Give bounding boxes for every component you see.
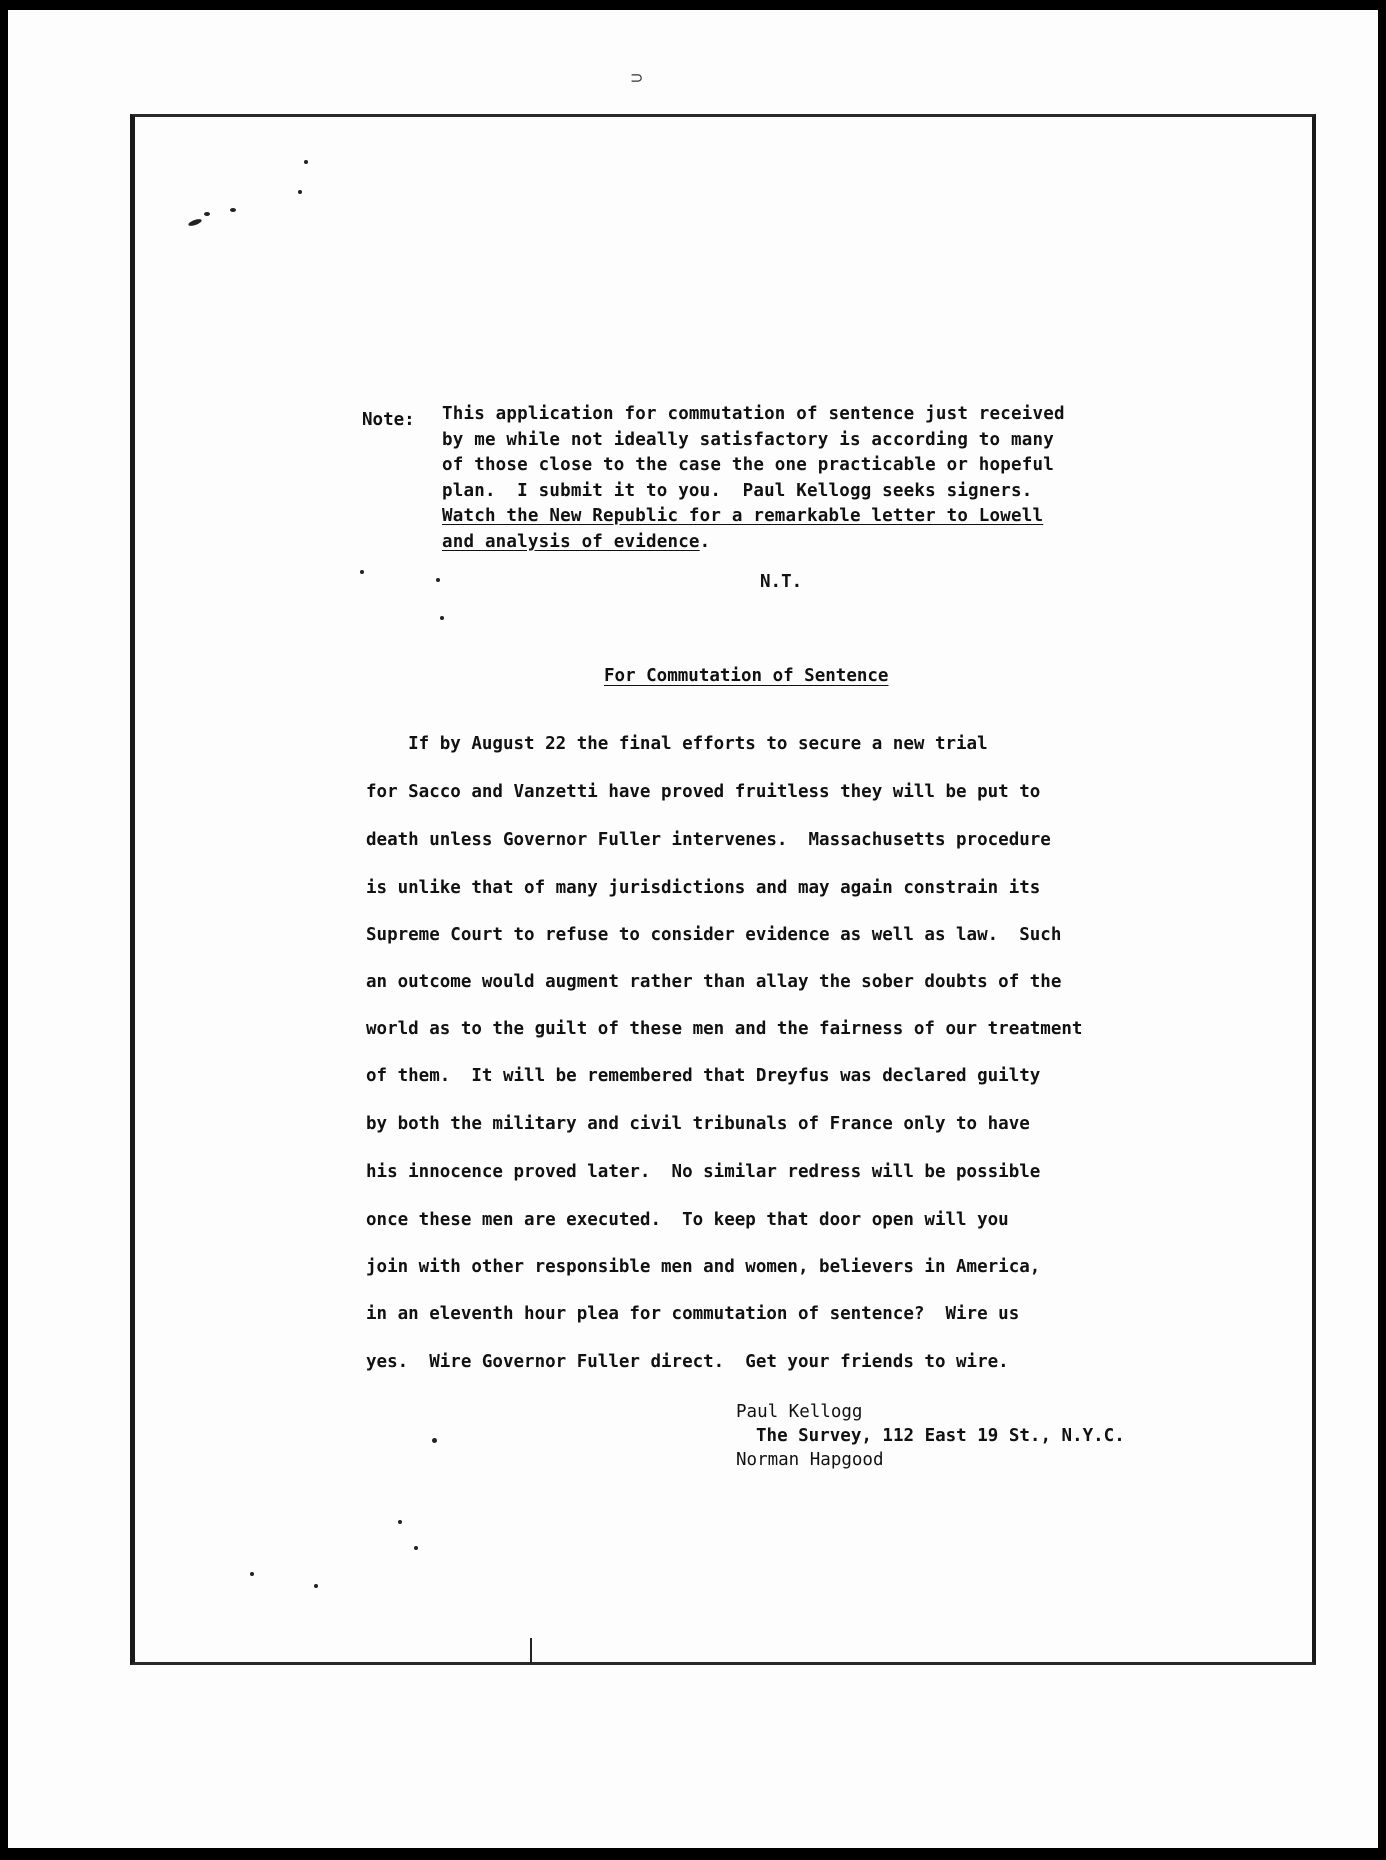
signature-name: Paul Kellogg (736, 1402, 863, 1422)
ink-speck (436, 578, 440, 582)
body-line: death unless Governor Fuller intervenes. Massachusetts procedure (366, 830, 1051, 850)
note-underlined-line: Watch the New Republic for a remarkable letter to Lowell (442, 506, 1044, 526)
page-tick-mark (530, 1638, 532, 1664)
note-label: Note: (362, 410, 415, 430)
body-line: world as to the guilt of these men and the fairness of our treatment (366, 1019, 1083, 1039)
ink-speck (314, 1584, 318, 1588)
ink-speck (414, 1546, 418, 1550)
body-line: join with other responsible men and women, believers in America, (366, 1257, 1041, 1277)
page-title: For Commutation of Sentence (604, 666, 889, 686)
signature-address: The Survey, 112 East 19 St., N.Y.C. (756, 1426, 1125, 1446)
document-page (8, 10, 1378, 1848)
page-mark: ⊃ (630, 68, 644, 87)
body-line: Supreme Court to refuse to consider evidence as well as law. Such (366, 925, 1062, 945)
ink-speck (440, 616, 444, 620)
ink-speck (230, 208, 236, 212)
ink-speck (250, 1572, 254, 1576)
body-line: for Sacco and Vanzetti have proved fruitless they will be put to (366, 782, 1041, 802)
note-line: by me while not ideally satisfactory is according to many (442, 429, 1054, 450)
note-initials: N.T. (760, 572, 803, 592)
body-line: by both the military and civil tribunals of France only to have (366, 1114, 1030, 1134)
note-line: of those close to the case the one practicable or hopeful (442, 455, 1054, 475)
body-line: yes. Wire Governor Fuller direct. Get your friends to wire. (366, 1352, 1009, 1372)
note-line: plan. I submit it to you. Paul Kellogg seeks signers. (442, 480, 1033, 501)
note-underlined-line: and analysis of evidence (442, 531, 700, 552)
note-line: This application for commutation of sentence just received (442, 404, 1065, 424)
body-line: once these men are executed. To keep that door open will you (366, 1210, 1009, 1230)
note-text (442, 402, 1065, 555)
ink-speck (398, 1520, 402, 1524)
ink-speck (360, 570, 364, 574)
ink-speck (298, 190, 302, 194)
body-line: his innocence proved later. No similar redress will be possible (366, 1162, 1041, 1182)
ink-speck (304, 160, 308, 164)
body-line: If by August 22 the final efforts to secure a new trial (366, 734, 988, 754)
note-period: . (699, 531, 711, 552)
body-line: in an eleventh hour plea for commutation of sentence? Wire us (366, 1304, 1020, 1324)
ink-speck (432, 1438, 437, 1443)
ink-speck (204, 212, 210, 216)
body-line: an outcome would augment rather than allay the sober doubts of the (366, 972, 1062, 992)
body-line: of them. It will be remembered that Dreyfus was declared guilty (366, 1066, 1041, 1086)
body-line: is unlike that of many jurisdictions and may again constrain its (366, 878, 1041, 898)
signature-name: Norman Hapgood (736, 1450, 884, 1470)
